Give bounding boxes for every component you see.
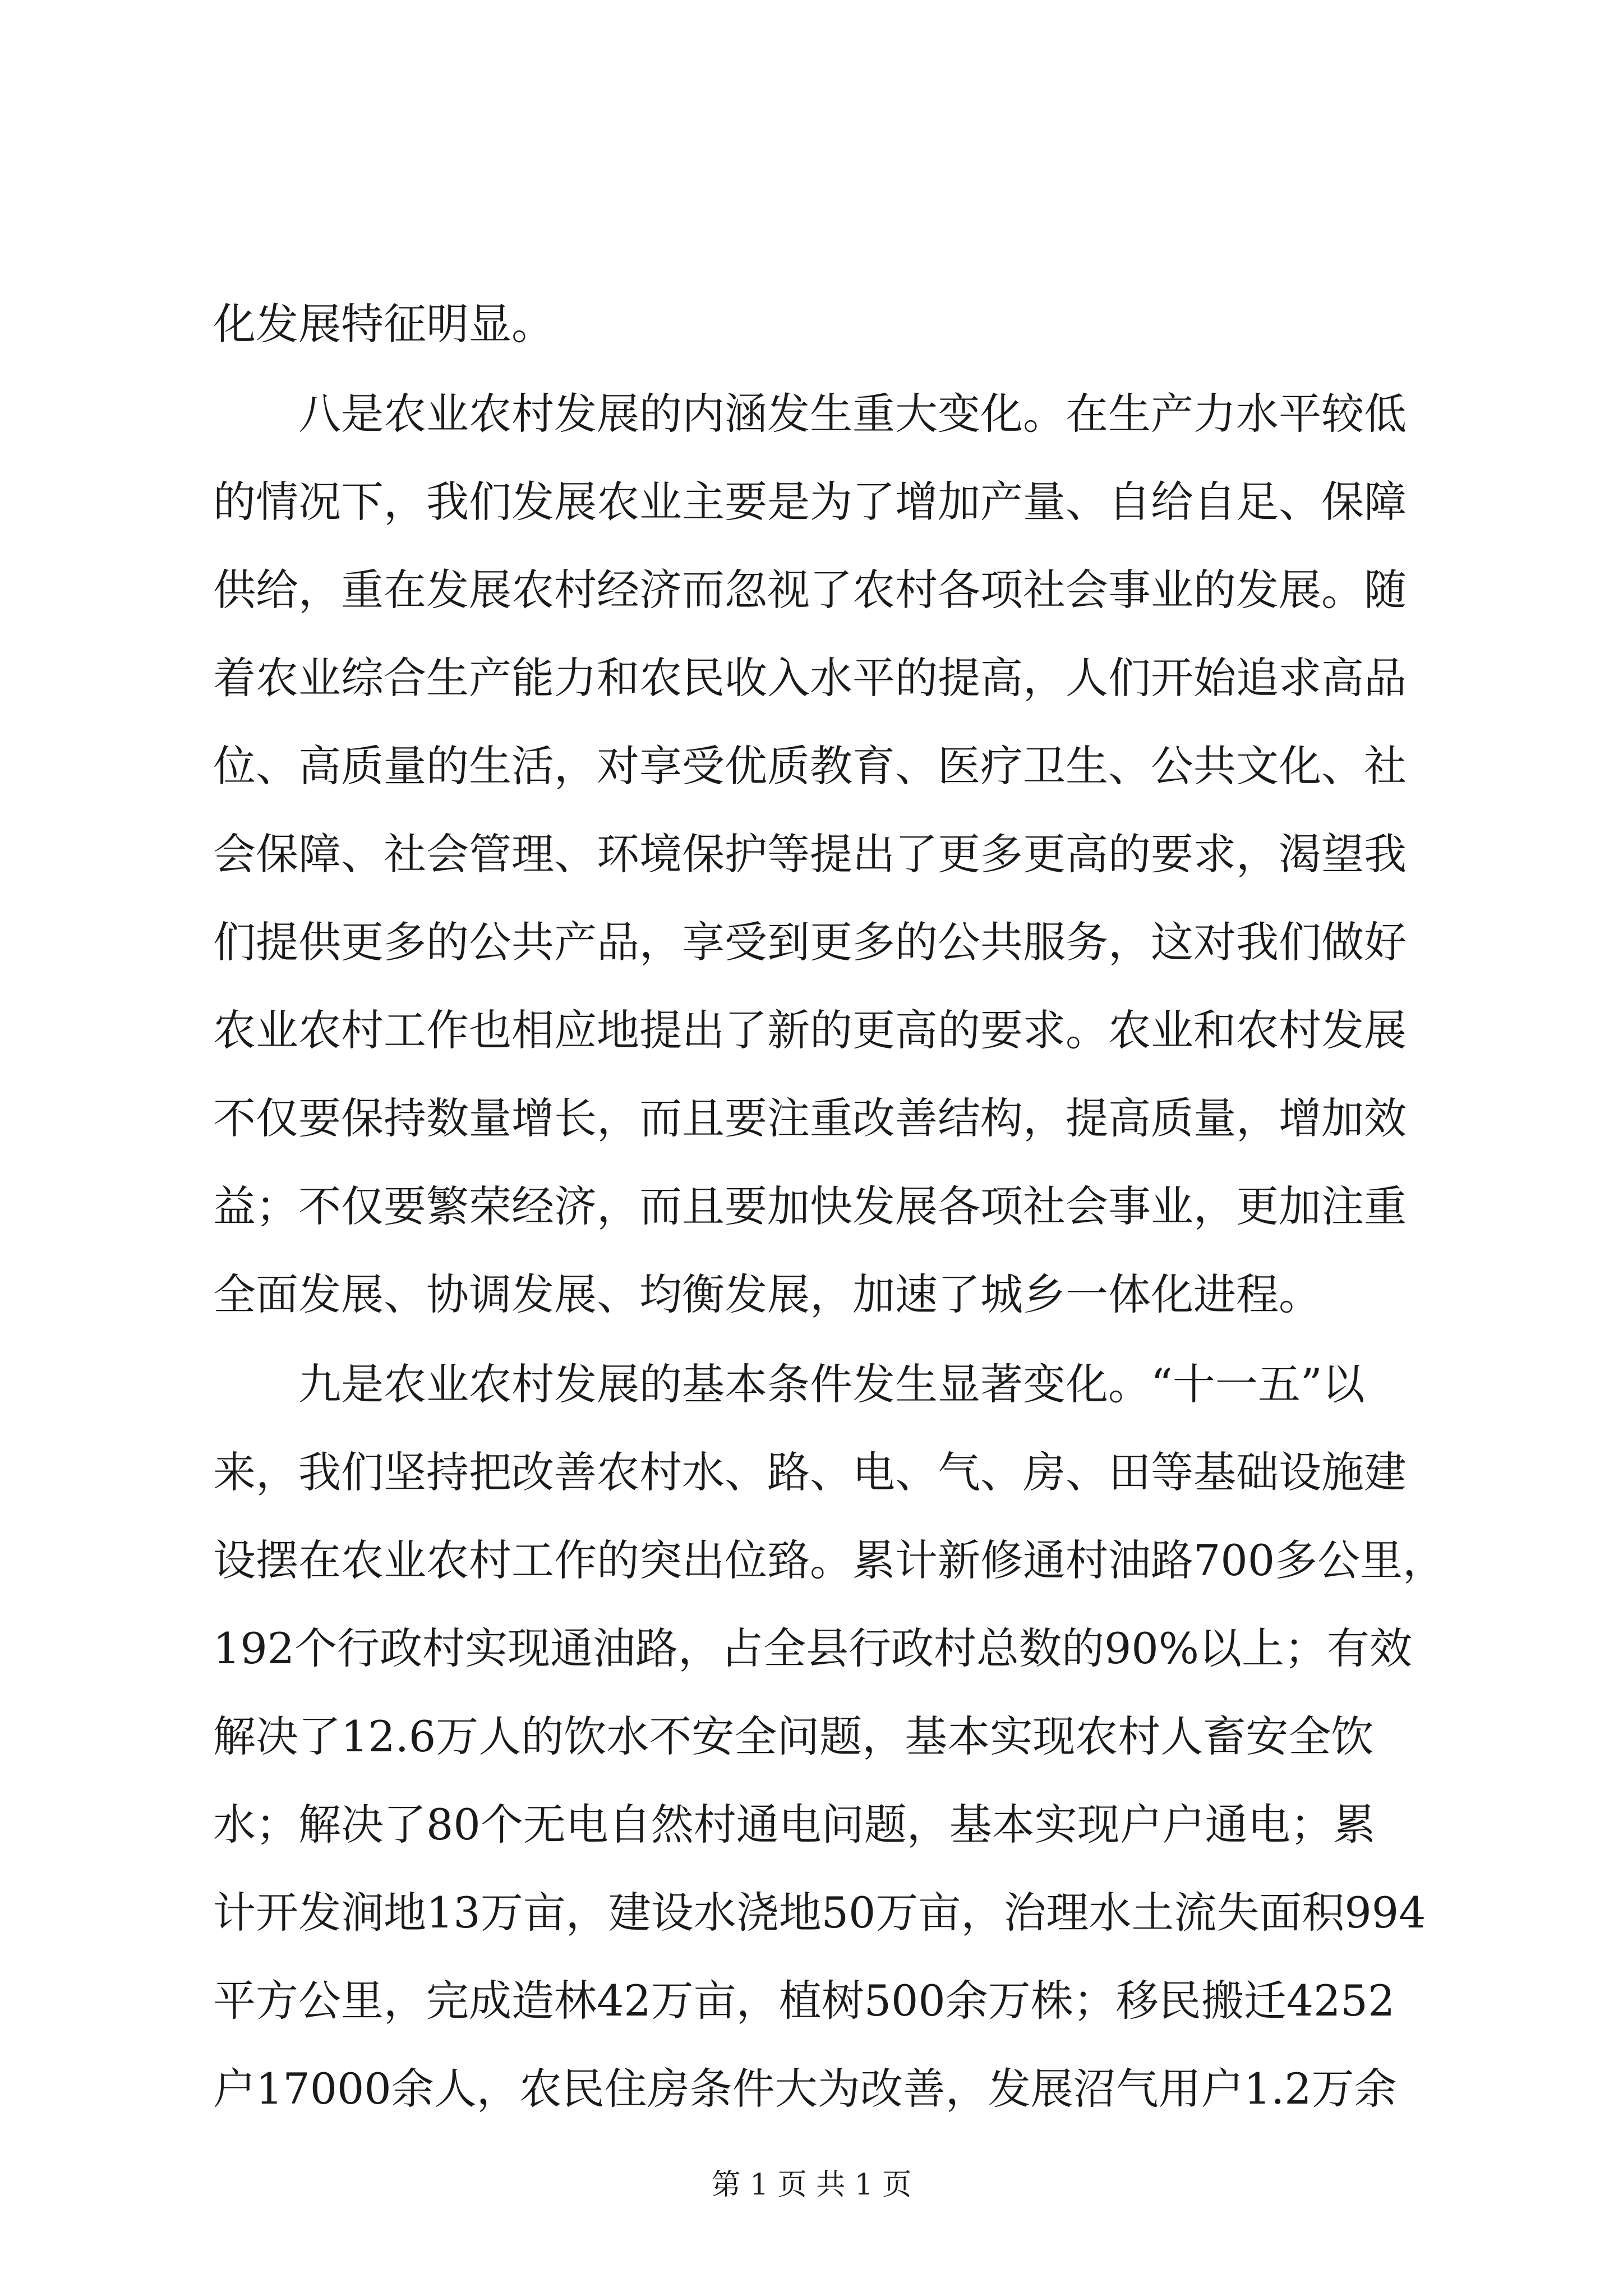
body-text-line: 的情况下，我们发展农业主要是为了增加产量、自给自足、保障 <box>213 477 1407 527</box>
body-text-line: 来，我们坚持把改善农村水、路、电、气、房、田等基础设施建 <box>213 1447 1407 1497</box>
body-text-line: 水；解决了80个无电自然村通电问题，基本实现户户通电；累 <box>213 1800 1376 1849</box>
body-text-line: 全面发展、协调发展、均衡发展，加速了城乡一体化进程。 <box>213 1269 1321 1319</box>
body-text-line: 八是农业农村发展的内涵发生重大变化。在生产力水平较低 <box>213 389 1407 439</box>
body-text-line: 供给，重在发展农村经济而忽视了农村各项社会事业的发展。随 <box>213 565 1407 615</box>
body-text-line: 设摆在农业农村工作的突出位臵。累计新修通村油路700多公里， <box>213 1535 1446 1585</box>
body-text-line: 化发展特征明显。 <box>213 299 554 349</box>
body-text-line: 位、高质量的生活，对享受优质教育、医疗卫生、公共文化、社 <box>213 741 1407 791</box>
body-text-line: 益；不仅要繁荣经济，而且要加快发展各项社会事业，更加注重 <box>213 1181 1407 1231</box>
body-text-line: 着农业综合生产能力和农民收入水平的提高，人们开始追求高品 <box>213 653 1407 703</box>
body-text-line: 不仅要保持数量增长，而且要注重改善结构，提高质量，增加效 <box>213 1093 1407 1143</box>
body-text-line: 户17000余人，农民住房条件大为改善，发展沼气用户1.2万余 <box>213 2064 1397 2114</box>
body-text-line: 们提供更多的公共产品，享受到更多的公共服务，这对我们做好 <box>213 917 1407 967</box>
body-text-line: 农业农村工作也相应地提出了新的更高的要求。农业和农村发展 <box>213 1005 1407 1055</box>
body-text-line: 会保障、社会管理、环境保护等提出了更多更高的要求，渴望我 <box>213 829 1407 879</box>
body-text-line: 平方公里，完成造林42万亩，植树500余万株；移民搬迁4252 <box>213 1976 1395 2026</box>
body-text-line: 计开发涧地13万亩，建设水浇地50万亩，治理水土流失面积994 <box>213 1888 1426 1938</box>
page-number-footer: 第 1 页 共 1 页 <box>711 2168 912 2202</box>
body-text-line: 九是农业农村发展的基本条件发生显著变化。“十一五”以 <box>213 1359 1365 1409</box>
body-text-line: 192个行政村实现通油路，占全县行政村总数的90%以上；有效 <box>213 1623 1412 1673</box>
body-text-line: 解决了12.6万人的饮水不安全问题，基本实现农村人畜安全饮 <box>213 1711 1374 1761</box>
